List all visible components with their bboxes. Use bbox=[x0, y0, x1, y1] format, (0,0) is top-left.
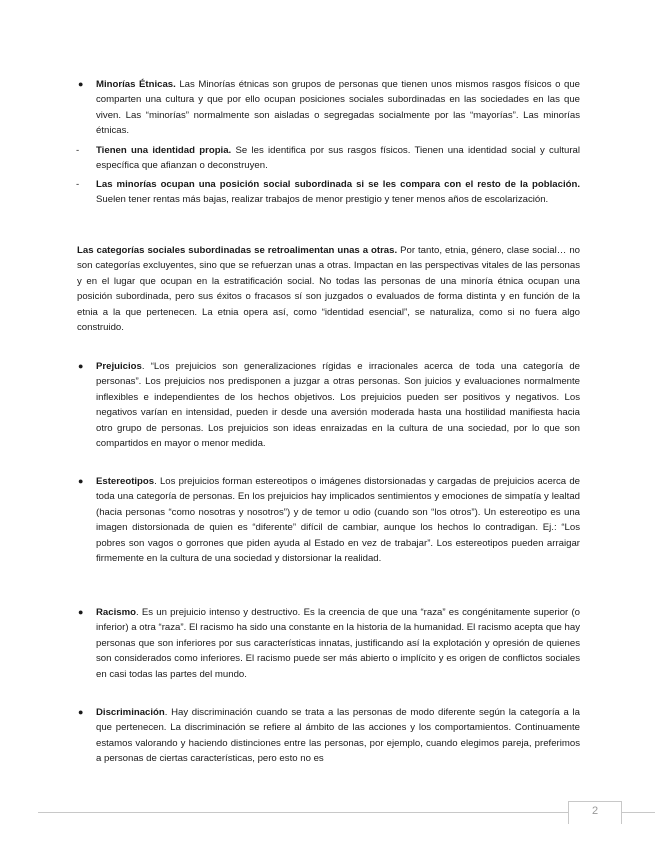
bullet-text: . Hay discriminación cuando se trata a las personas de modo diferente según la categoría a la que pertenecen. La discriminación se refiere al ámbito de las acciones y los comportamientos. Continuamente estamos valorando y haciendo distinciones entre las personas, por ejemplo, cuando elegimos pareja, preferimos a personas de ciertas características, pero esto no es bbox=[96, 707, 580, 765]
dash-identidad-propia bbox=[76, 143, 580, 174]
bullet-title: Discriminación bbox=[96, 707, 165, 718]
dash-text: Se les identifica por sus rasgos físicos. Tienen una identidad social y cultural específica que afianzan o deconstruyen. bbox=[96, 145, 580, 172]
footer-divider-right bbox=[620, 812, 655, 813]
bullet-title: Estereotipos bbox=[96, 476, 155, 487]
bullet-minorias-etnicas bbox=[78, 77, 580, 139]
bullet-text: . Los prejuicios forman estereotipos o imágenes distorsionadas y cargadas de prejuicios acerca de toda una categoría de personas. En los prejuicios hay implicados sentimientos y emociones de simpatía y lealtad (hacia personas “como nosotras y nosotros”) y de temor u odio (cuando son “los otros”). Un estereotipo es una imagen distorsionada de quien es “diferente” difícil de cambiar, aunque los hechos lo contradigan. Ej.: “Los pobres son vagos o gorrones que piden ayuda al Estado en vez de trabajar”. Los estereotipos pueden arraigar firmemente en la cultura de una sociedad y distorsionar la realidad. bbox=[96, 476, 580, 565]
dash-marker-icon: - bbox=[76, 145, 80, 156]
bullet-text: . Es un prejuicio intenso y destructivo. Es la creencia de que una “raza” es congénitamente superior (o inferior) a otra “raza”. El racismo ha sido una constante en la historia de la humanidad. El racismo acepta que hay personas que son inferiores por sus características innatas, justificando así la explotación y opresión de quienes son considerados como inferiores. El racismo puede ser más abierto o implícito y es origen de conflictos sociales en casi todas las partes del mundo. bbox=[96, 607, 580, 680]
bullet-title: Racismo bbox=[96, 607, 136, 618]
body-paragraph bbox=[77, 243, 580, 335]
footer-divider bbox=[38, 812, 568, 813]
bullet-dot-icon: ● bbox=[78, 607, 84, 617]
paragraph-text: Por tanto, etnia, género, clase social… no son categorías excluyentes, sino que se refuerzan unas a otras. Impactan en las perspectivas vitales de las personas y en el lugar que ocupan en la estratificación social. No todas las personas de una minoría étnica ocupan una posición subordinada, pero sus éxitos o fracasos sí son juzgados o evaluados de forma distinta y en función de la etnia a la que pertenecen. La etnia opera así, como “identidad esencial”, se naturaliza, como si no fuera algo construido. bbox=[77, 245, 580, 334]
dash-marker-icon: - bbox=[76, 179, 80, 190]
bullet-racismo bbox=[78, 605, 580, 682]
bullet-title: Minorías Étnicas. bbox=[96, 79, 176, 90]
bullet-text: Las Minorías étnicas son grupos de personas que tienen unos mismos rasgos físicos o que comparten una cultura y que por ello ocupan posiciones sociales subordinadas en las sociedades en las que viven. Las “minorías” normalmente son aisladas o segregadas socialmente por las “mayorías”. Las minorías étnicas. bbox=[96, 79, 580, 137]
page-number-box bbox=[568, 801, 622, 824]
bullet-dot-icon: ● bbox=[78, 707, 84, 717]
dash-title: Las minorías ocupan una posición social subordinada si se les compara con el resto de la población. bbox=[96, 179, 580, 190]
dash-posicion-subordinada bbox=[76, 177, 580, 208]
bullet-estereotipos bbox=[78, 474, 580, 566]
dash-text: Suelen tener rentas más bajas, realizar trabajos de menor prestigio y tener menos años de escolarización. bbox=[96, 194, 549, 206]
bullet-title: Prejuicios bbox=[96, 361, 142, 372]
bullet-text: . “Los prejuicios son generalizaciones rígidas e irracionales acerca de toda una categoría de personas”. Los prejuicios nos predisponen a juzgar a otras personas. Son juicios y evaluaciones normalmente inflexibles e independientes de los hechos objetivos. Los prejuicios pueden ser positivos y negativos. Los negativos varían en intensidad, pueden ir desde una aversión moderada hasta una hostilidad manifiesta hacia otro grupo de personas. Los prejuicios son ideas enraizadas en la cultura de una sociedad, por lo que son compartidos en mayor o menor medida. bbox=[96, 361, 580, 450]
bullet-dot-icon: ● bbox=[78, 361, 84, 371]
dash-title: Tienen una identidad propia. bbox=[96, 145, 232, 156]
bullet-dot-icon: ● bbox=[78, 476, 84, 486]
page-number: 2 bbox=[591, 805, 599, 817]
bullet-dot-icon: ● bbox=[78, 79, 84, 89]
bullet-prejuicios bbox=[78, 359, 580, 451]
bullet-discriminacion bbox=[78, 705, 580, 767]
paragraph-title: Las categorías sociales subordinadas se retroalimentan unas a otras. bbox=[77, 245, 398, 256]
